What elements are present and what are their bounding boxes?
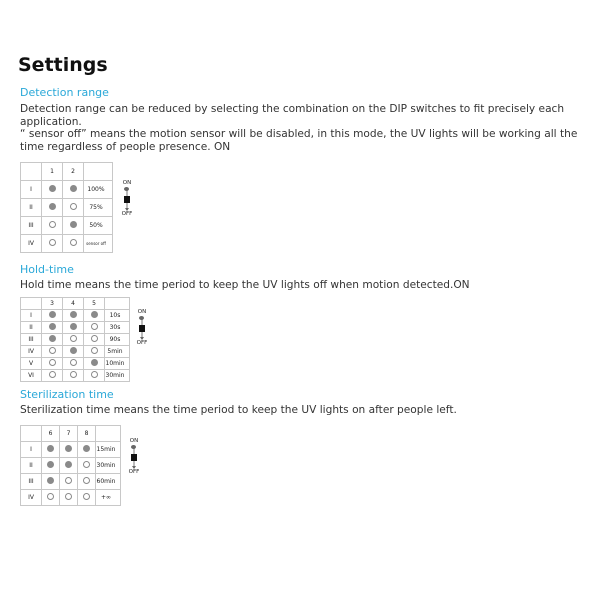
row-label: IV: [21, 235, 42, 253]
switch-number-header: 2: [63, 163, 84, 181]
switch-state-cell: [60, 458, 78, 474]
switch-state-cell: [84, 358, 105, 370]
switch-on-dot-icon: [49, 335, 56, 342]
dip-header-row: [21, 163, 113, 181]
switch-state-cell: [63, 181, 84, 199]
switch-state-cell: [63, 322, 84, 334]
dip-switch-icon: [132, 446, 136, 468]
switch-state-cell: [84, 334, 105, 346]
row-label: V: [21, 358, 42, 370]
table-row: [21, 199, 113, 217]
row-label: IV: [21, 346, 42, 358]
switch-state-cell: [42, 310, 63, 322]
switch-state-cell: [42, 181, 63, 199]
switch-state-cell: [78, 442, 96, 458]
table-row: [21, 442, 121, 458]
setting-value: 30min: [105, 370, 130, 382]
row-label: II: [21, 199, 42, 217]
switch-off-dot-icon: [83, 493, 90, 500]
dip-switch-icon: [125, 188, 129, 210]
table-row: [21, 490, 121, 506]
off-label: OFF: [136, 340, 148, 346]
switch-state-cell: [42, 370, 63, 382]
dip-switch-legend: [132, 309, 152, 347]
switch-state-cell: [63, 235, 84, 253]
switch-off-dot-icon: [91, 323, 98, 330]
detection-range-dip-table: [20, 162, 113, 253]
table-row: [21, 217, 113, 235]
table-row: [21, 370, 130, 382]
row-label: II: [21, 458, 42, 474]
page-title: Settings: [18, 54, 108, 76]
row-label: IV: [21, 490, 42, 506]
header-blank-cell: [105, 298, 130, 310]
switch-off-dot-icon: [83, 477, 90, 484]
row-label: III: [21, 217, 42, 235]
table-row: [21, 334, 130, 346]
switch-off-dot-icon: [47, 493, 54, 500]
on-label: ON: [122, 180, 132, 186]
switch-state-cell: [63, 217, 84, 235]
switch-on-dot-icon: [49, 203, 56, 210]
setting-value: sensor off: [84, 235, 113, 253]
switch-number-header: 4: [63, 298, 84, 310]
switch-off-dot-icon: [49, 371, 56, 378]
table-row: [21, 310, 130, 322]
header-blank-cell: [21, 298, 42, 310]
setting-value: +∞: [96, 490, 121, 506]
switch-on-dot-icon: [47, 445, 54, 452]
switch-state-cell: [63, 370, 84, 382]
table-row: [21, 181, 113, 199]
switch-state-cell: [63, 310, 84, 322]
table-row: [21, 474, 121, 490]
setting-value: 60min: [96, 474, 121, 490]
switch-state-cell: [60, 474, 78, 490]
switch-on-dot-icon: [91, 359, 98, 366]
switch-state-cell: [84, 310, 105, 322]
switch-state-cell: [78, 474, 96, 490]
setting-value: 75%: [84, 199, 113, 217]
setting-value: 5min: [105, 346, 130, 358]
table-row: [21, 322, 130, 334]
switch-off-dot-icon: [49, 347, 56, 354]
switch-state-cell: [42, 458, 60, 474]
switch-on-dot-icon: [65, 445, 72, 452]
hold-time-dip-table: [20, 297, 130, 382]
table-row: [21, 346, 130, 358]
switch-off-dot-icon: [91, 371, 98, 378]
switch-on-dot-icon: [65, 461, 72, 468]
dip-header-row: [21, 298, 130, 310]
switch-number-header: 6: [42, 426, 60, 442]
setting-value: 30s: [105, 322, 130, 334]
setting-value: 15min: [96, 442, 121, 458]
switch-on-dot-icon: [49, 311, 56, 318]
switch-state-cell: [42, 442, 60, 458]
switch-on-dot-icon: [49, 185, 56, 192]
header-blank-cell: [84, 163, 113, 181]
table-row: [21, 458, 121, 474]
on-label: ON: [129, 438, 139, 444]
switch-off-dot-icon: [70, 239, 77, 246]
switch-state-cell: [63, 199, 84, 217]
switch-number-header: 1: [42, 163, 63, 181]
detection-range-heading: Detection range: [20, 86, 109, 99]
switch-number-header: 5: [84, 298, 105, 310]
switch-on-dot-icon: [70, 323, 77, 330]
switch-off-dot-icon: [49, 221, 56, 228]
setting-value: 10min: [105, 358, 130, 370]
row-label: I: [21, 310, 42, 322]
switch-on-dot-icon: [91, 311, 98, 318]
header-blank-cell: [21, 163, 42, 181]
header-blank-cell: [96, 426, 121, 442]
switch-state-cell: [84, 322, 105, 334]
switch-off-dot-icon: [91, 335, 98, 342]
switch-state-cell: [42, 490, 60, 506]
switch-state-cell: [60, 490, 78, 506]
switch-state-cell: [78, 458, 96, 474]
switch-on-dot-icon: [70, 185, 77, 192]
switch-state-cell: [42, 346, 63, 358]
hold-time-heading: Hold-time: [20, 263, 74, 276]
setting-value: 50%: [84, 217, 113, 235]
switch-off-dot-icon: [91, 347, 98, 354]
switch-state-cell: [42, 474, 60, 490]
off-label: OFF: [121, 211, 133, 217]
switch-state-cell: [84, 346, 105, 358]
detection-range-description: Detection range can be reduced by selecting the combination on the DIP switches to fit precisely each application.: [20, 103, 565, 128]
row-label: I: [21, 442, 42, 458]
off-label: OFF: [128, 469, 140, 475]
switch-state-cell: [42, 358, 63, 370]
switch-on-dot-icon: [83, 445, 90, 452]
switch-state-cell: [78, 490, 96, 506]
header-blank-cell: [21, 426, 42, 442]
switch-state-cell: [63, 334, 84, 346]
switch-state-cell: [63, 358, 84, 370]
sterilization-time-dip-table: [20, 425, 121, 506]
row-label: I: [21, 181, 42, 199]
table-row: [21, 358, 130, 370]
on-label: ON: [137, 309, 147, 315]
sterilization-time-description: Sterilization time means the time period to keep the UV lights on after people left.: [20, 404, 457, 416]
switch-off-dot-icon: [70, 203, 77, 210]
switch-off-dot-icon: [49, 239, 56, 246]
dip-switch-icon: [140, 317, 144, 339]
switch-state-cell: [42, 334, 63, 346]
switch-on-dot-icon: [47, 477, 54, 484]
switch-off-dot-icon: [70, 371, 77, 378]
hold-time-description: Hold time means the time period to keep the UV lights off when motion detected.ON: [20, 279, 470, 291]
switch-off-dot-icon: [70, 335, 77, 342]
sensor-off-description: “ sensor off” means the motion sensor will be disabled, in this mode, the UV lights will be working all the time regardless of people presence. ON: [20, 128, 578, 153]
dip-switch-legend: [117, 180, 137, 218]
setting-value: 10s: [105, 310, 130, 322]
switch-off-dot-icon: [70, 359, 77, 366]
setting-value: 100%: [84, 181, 113, 199]
row-label: II: [21, 322, 42, 334]
switch-off-dot-icon: [65, 477, 72, 484]
switch-number-header: 8: [78, 426, 96, 442]
switch-on-dot-icon: [70, 311, 77, 318]
switch-state-cell: [42, 235, 63, 253]
switch-state-cell: [42, 322, 63, 334]
switch-state-cell: [63, 346, 84, 358]
setting-value: 30min: [96, 458, 121, 474]
switch-off-dot-icon: [65, 493, 72, 500]
switch-state-cell: [84, 370, 105, 382]
dip-header-row: [21, 426, 121, 442]
switch-off-dot-icon: [83, 461, 90, 468]
switch-on-dot-icon: [49, 323, 56, 330]
switch-state-cell: [42, 199, 63, 217]
table-row: [21, 235, 113, 253]
switch-number-header: 3: [42, 298, 63, 310]
switch-state-cell: [60, 442, 78, 458]
row-label: III: [21, 334, 42, 346]
switch-off-dot-icon: [49, 359, 56, 366]
switch-on-dot-icon: [70, 347, 77, 354]
switch-number-header: 7: [60, 426, 78, 442]
switch-on-dot-icon: [70, 221, 77, 228]
switch-state-cell: [42, 217, 63, 235]
setting-value: 90s: [105, 334, 130, 346]
row-label: VI: [21, 370, 42, 382]
dip-switch-legend: [124, 438, 144, 476]
switch-on-dot-icon: [47, 461, 54, 468]
row-label: III: [21, 474, 42, 490]
sterilization-time-heading: Sterilization time: [20, 388, 114, 401]
